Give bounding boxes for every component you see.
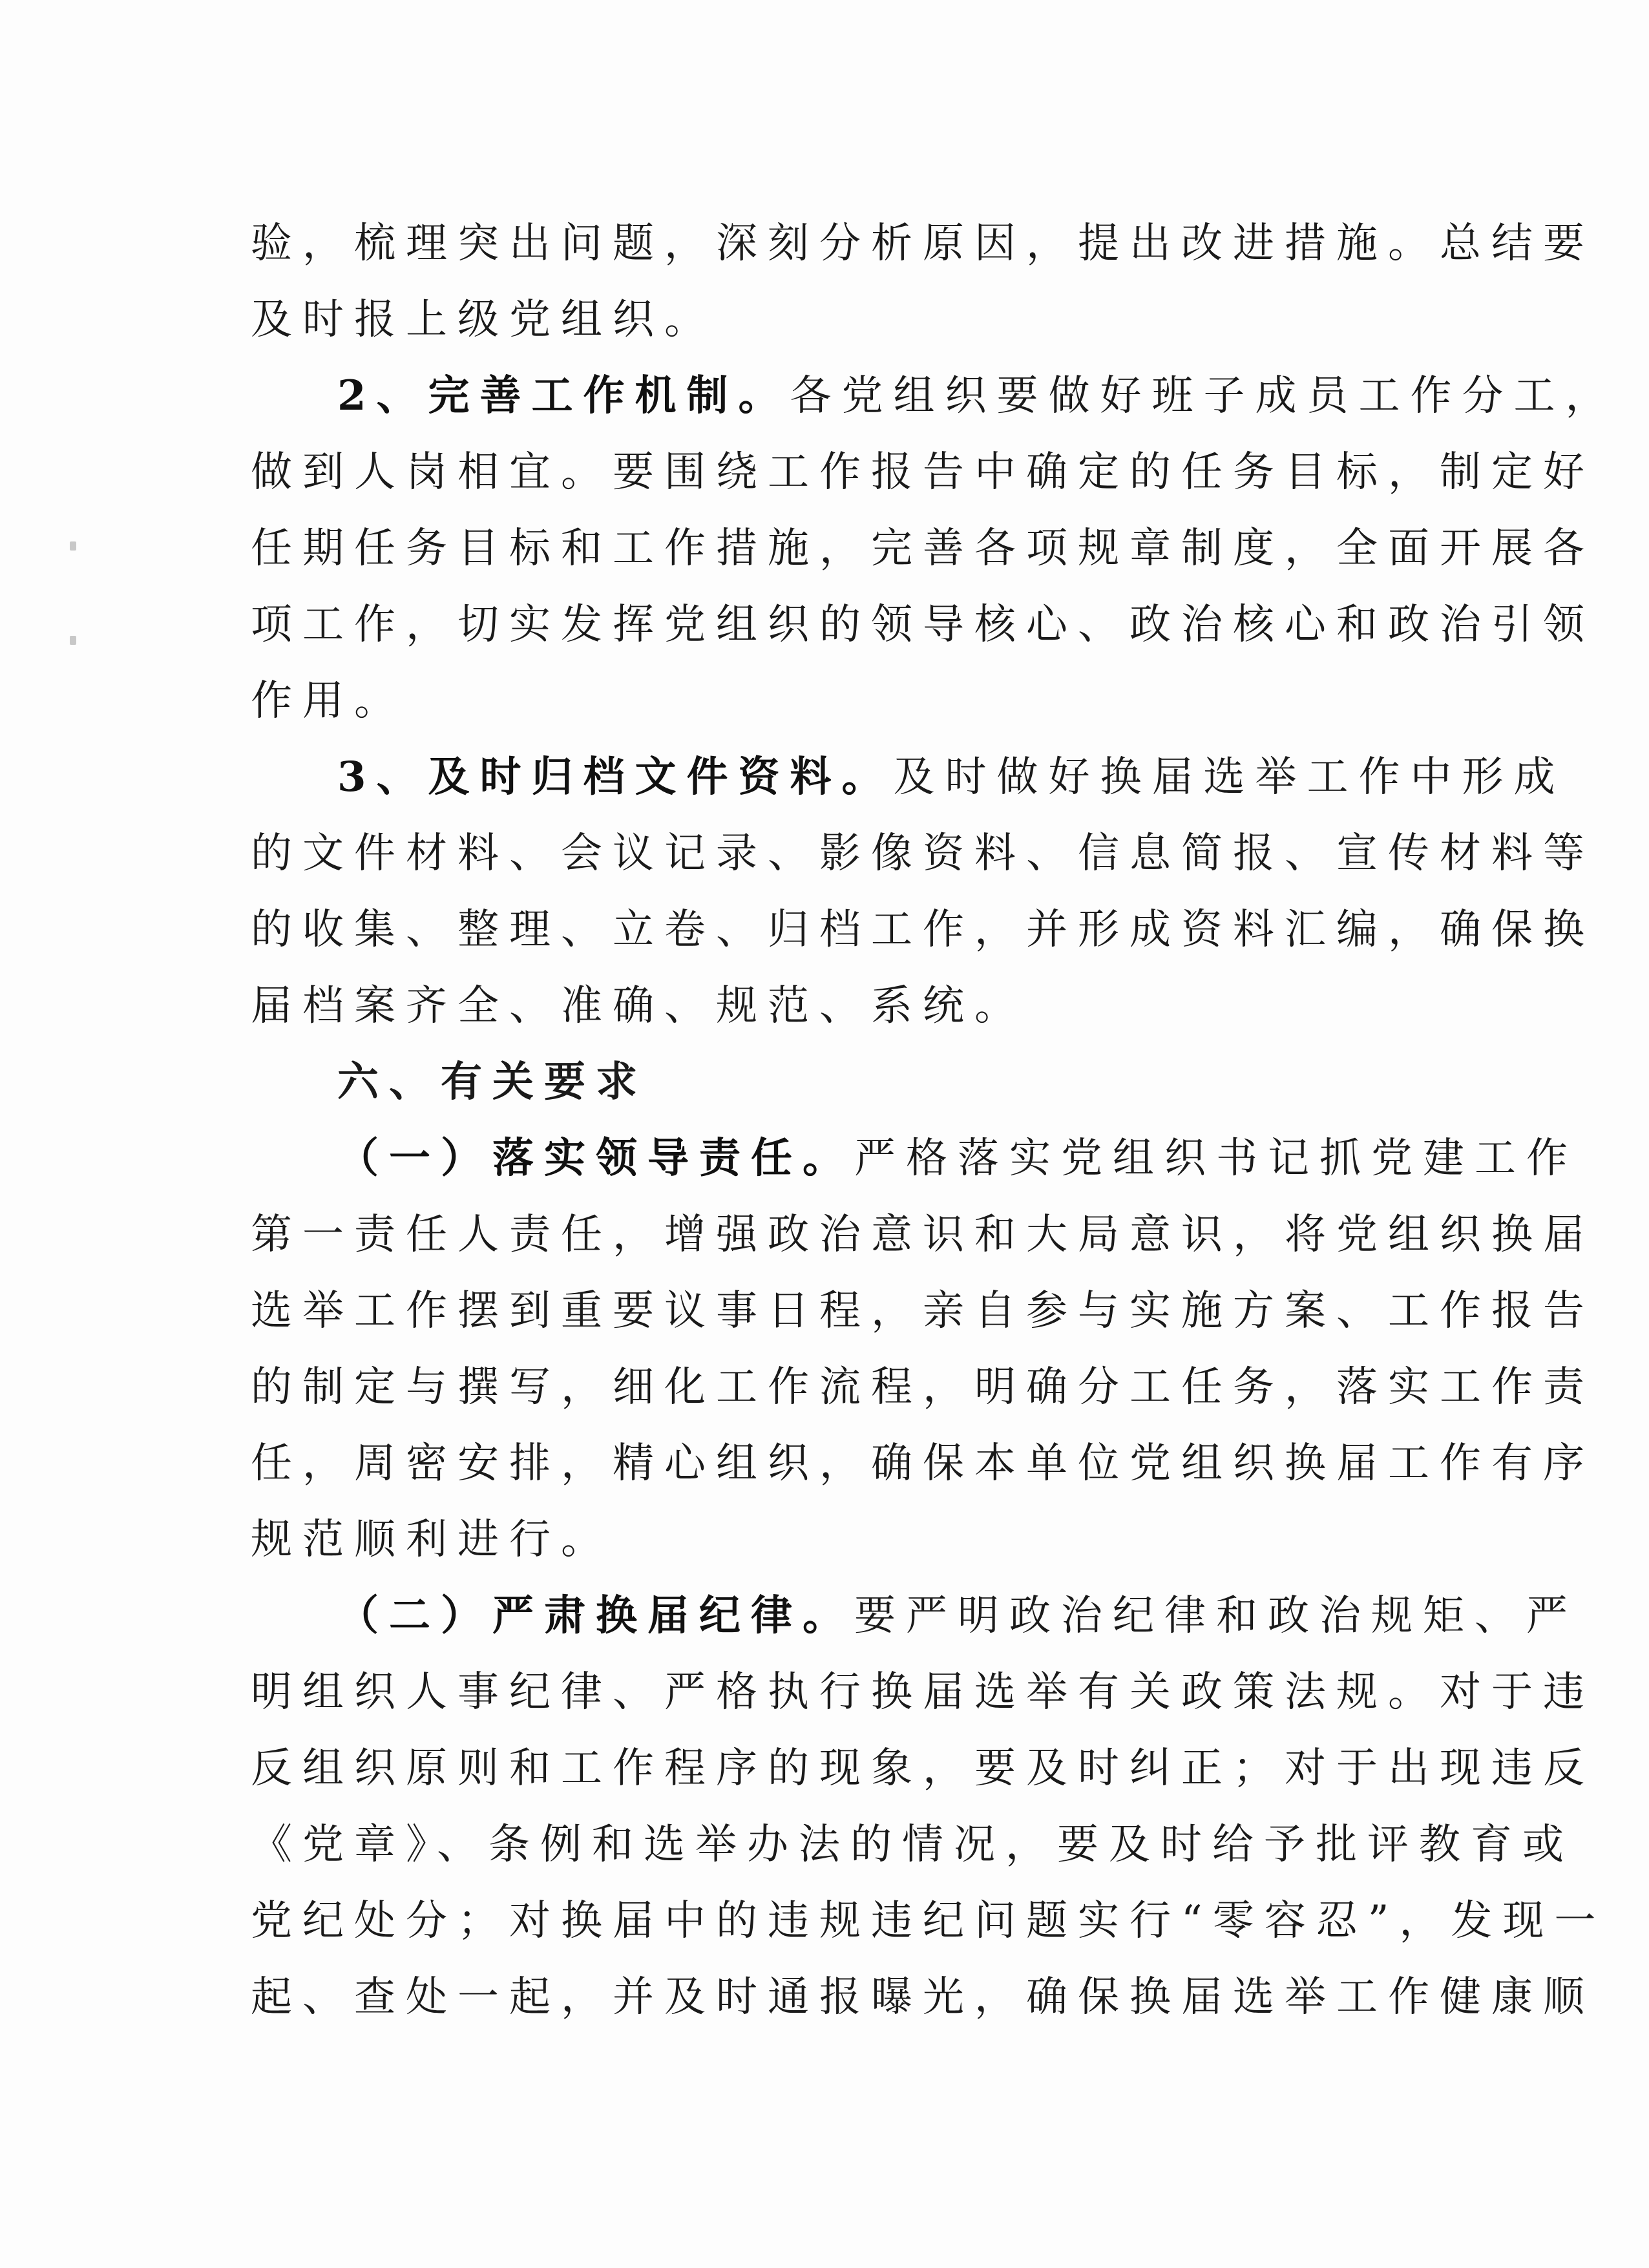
text-line: 做到人岗相宜。要围绕工作报告中确定的任务目标，制定好 xyxy=(251,448,1595,496)
paragraph-heading: （一）落实领导责任。 xyxy=(337,1134,854,1182)
text-line: 明组织人事纪律、严格执行换届选举有关政策法规。对于违 xyxy=(251,1668,1595,1716)
document-body xyxy=(251,205,1617,2035)
paragraph-work-mechanism xyxy=(251,358,1617,739)
text-line: 届档案齐全、准确、规范、系统。 xyxy=(251,982,1026,1030)
text-run: 及时做好换届选举工作中形成 xyxy=(893,753,1566,801)
section-title: 六、有关要求 xyxy=(337,1058,647,1106)
scan-artifact xyxy=(70,541,76,551)
paragraph-heading: （二）严肃换届纪律。 xyxy=(337,1591,854,1640)
text-line xyxy=(251,1120,1578,1197)
paragraph-archive-files xyxy=(251,739,1595,1044)
text-line xyxy=(251,358,1617,434)
section-heading xyxy=(251,1044,1374,1120)
text-line xyxy=(251,1578,1578,1654)
text-run: 严格落实党组织书记抓党建工作 xyxy=(854,1135,1578,1182)
text-run: 各党组织要做好班子成员工作分工， xyxy=(790,372,1617,420)
text-line: 选举工作摆到重要议事日程，亲自参与实施方案、工作报告 xyxy=(251,1287,1595,1335)
paragraph-continuation xyxy=(251,205,1595,358)
paragraph-election-discipline xyxy=(251,1578,1606,2035)
scan-artifact xyxy=(70,636,76,645)
text-line: 《党章》、条例和选举办法的情况，要及时给予批评教育或 xyxy=(251,1821,1574,1869)
text-run: 要严明政治纪律和政治规矩、严 xyxy=(854,1592,1578,1640)
text-line: 任，周密安排，精心组织，确保本单位党组织换届工作有序 xyxy=(251,1440,1595,1487)
paragraph-heading: 2、完善工作机制。 xyxy=(337,372,790,420)
text-line: 的文件材料、会议记录、影像资料、信息简报、宣传材料等 xyxy=(251,830,1595,877)
text-line: 及时报上级党组织。 xyxy=(251,296,716,344)
text-line: 起、查处一起，并及时通报曝光，确保换届选举工作健康顺 xyxy=(251,1973,1595,2021)
text-line: 作用。 xyxy=(251,677,406,725)
text-line xyxy=(251,739,1566,815)
text-line: 党纪处分；对换届中的违规违纪问题实行“零容忍”，发现一 xyxy=(251,1897,1606,1945)
text-line: 的制定与撰写，细化工作流程，明确分工任务，落实工作责 xyxy=(251,1363,1595,1411)
text-line: 反组织原则和工作程序的现象，要及时纠正；对于出现违反 xyxy=(251,1745,1595,1792)
text-line: 项工作，切实发挥党组织的领导核心、政治核心和政治引领 xyxy=(251,601,1595,649)
text-line: 任期任务目标和工作措施，完善各项规章制度，全面开展各 xyxy=(251,525,1595,572)
paragraph-leadership-responsibility xyxy=(251,1120,1595,1578)
text-line: 第一责任人责任，增强政治意识和大局意识，将党组织换届 xyxy=(251,1211,1595,1259)
text-line: 验，梳理突出问题，深刻分析原因，提出改进措施。总结要 xyxy=(251,220,1595,268)
paragraph-heading: 3、及时归档文件资料。 xyxy=(337,753,894,801)
text-line: 规范顺利进行。 xyxy=(251,1516,613,1564)
text-line: 的收集、整理、立卷、归档工作，并形成资料汇编，确保换 xyxy=(251,906,1595,954)
